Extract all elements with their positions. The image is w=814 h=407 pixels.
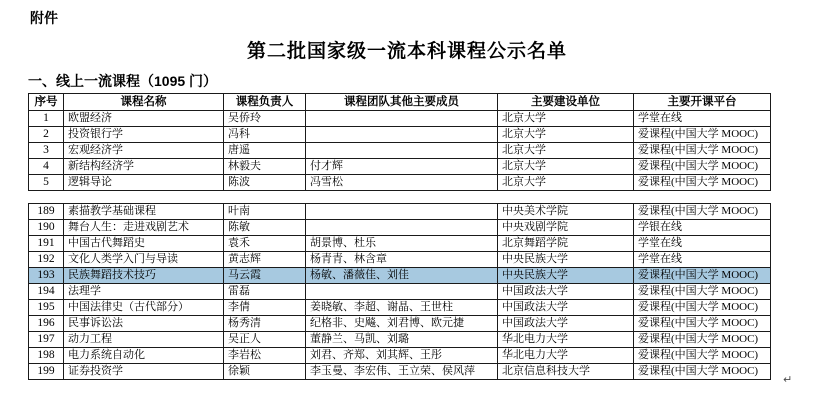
table-cell: 爱课程(中国大学 MOOC): [634, 284, 771, 300]
table-cell: 民族舞蹈技术技巧: [64, 268, 224, 284]
table-cell: 陈波: [224, 175, 306, 191]
table-cell: 欧盟经济: [64, 111, 224, 127]
table-cell: 逻辑导论: [64, 175, 224, 191]
table-header-row: [29, 94, 771, 111]
row-number-cell: 3: [29, 143, 64, 159]
table-cell: 中央美术学院: [498, 204, 634, 220]
table-cell: 证券投资学: [64, 364, 224, 380]
row-number-cell: 197: [29, 332, 64, 348]
table-cell: 爱课程(中国大学 MOOC): [634, 204, 771, 220]
table-cell: 中国法律史（古代部分）: [64, 300, 224, 316]
attachment-label: 附件: [30, 10, 58, 26]
table-cell: 华北电力大学: [498, 348, 634, 364]
table-cell: 动力工程: [64, 332, 224, 348]
page-title: 第二批国家级一流本科课程公示名单: [246, 41, 567, 62]
table-cell: 杨青青、林含章: [306, 252, 498, 268]
table-row: [29, 236, 771, 252]
table-cell: [306, 284, 498, 300]
table-cell: 北京舞蹈学院: [498, 236, 634, 252]
table-cell: 素描教学基础课程: [64, 204, 224, 220]
column-header-course-name: 课程名称: [64, 94, 224, 111]
table-row: [29, 284, 771, 300]
table-cell: 法理学: [64, 284, 224, 300]
table-cell: 胡景博、杜乐: [306, 236, 498, 252]
table-cell: 叶南: [224, 204, 306, 220]
table-row: [29, 268, 771, 284]
table-cell: 中国政法大学: [498, 300, 634, 316]
table-cell: 林毅夫: [224, 159, 306, 175]
paragraph-mark-icon: ↵: [783, 373, 793, 386]
table-cell: 爱课程(中国大学 MOOC): [634, 159, 771, 175]
table-cell: 雷磊: [224, 284, 306, 300]
table-row: [29, 143, 771, 159]
table-cell: 爱课程(中国大学 MOOC): [634, 364, 771, 380]
table-cell: [306, 143, 498, 159]
table-cell: 北京大学: [498, 111, 634, 127]
column-header-institution: 主要建设单位: [498, 94, 634, 111]
table-cell: 杨秀清: [224, 316, 306, 332]
table-cell: 华北电力大学: [498, 332, 634, 348]
table-row: [29, 127, 771, 143]
row-number-cell: 189: [29, 204, 64, 220]
table-cell: 陈敏: [224, 220, 306, 236]
courses-table-bottom: [28, 203, 771, 380]
row-number-cell: 198: [29, 348, 64, 364]
table-cell: 徐颖: [224, 364, 306, 380]
table-cell: 吴侨玲: [224, 111, 306, 127]
row-number-cell: 5: [29, 175, 64, 191]
table-cell: 北京大学: [498, 159, 634, 175]
table-cell: 民事诉讼法: [64, 316, 224, 332]
table-cell: 姜晓敏、李超、谢晶、王世柱: [306, 300, 498, 316]
row-number-cell: 191: [29, 236, 64, 252]
table-row: [29, 300, 771, 316]
table-cell: 董静兰、马凯、刘璐: [306, 332, 498, 348]
table-cell: 北京大学: [498, 127, 634, 143]
table-cell: 刘君、齐郑、刘其辉、王彤: [306, 348, 498, 364]
table-row: [29, 175, 771, 191]
table-cell: 李玉曼、李宏伟、王立荣、侯风萍: [306, 364, 498, 380]
table-cell: 舞台人生：走进戏剧艺术: [64, 220, 224, 236]
table-cell: 杨敏、潘薇佳、刘佳: [306, 268, 498, 284]
table-cell: 李岩松: [224, 348, 306, 364]
table-cell: 中国政法大学: [498, 284, 634, 300]
table-row: [29, 332, 771, 348]
table-cell: 学堂在线: [634, 111, 771, 127]
table-cell: 中央戏剧学院: [498, 220, 634, 236]
row-number-cell: 194: [29, 284, 64, 300]
table-cell: 冯雪松: [306, 175, 498, 191]
row-number-cell: 193: [29, 268, 64, 284]
table-cell: 纪格非、史飚、刘君博、欧元捷: [306, 316, 498, 332]
table-cell: [306, 111, 498, 127]
table-cell: 爱课程(中国大学 MOOC): [634, 143, 771, 159]
table-row: [29, 220, 771, 236]
row-number-cell: 4: [29, 159, 64, 175]
table-cell: [306, 204, 498, 220]
table-cell: [306, 127, 498, 143]
table-cell: 袁禾: [224, 236, 306, 252]
row-number-cell: 1: [29, 111, 64, 127]
row-number-cell: 199: [29, 364, 64, 380]
table-cell: 中央民族大学: [498, 252, 634, 268]
table-row: [29, 159, 771, 175]
table-cell: 黄志辉: [224, 252, 306, 268]
column-header-seq: 序号: [29, 94, 64, 111]
table-cell: 中国政法大学: [498, 316, 634, 332]
table-cell: 爱课程(中国大学 MOOC): [634, 332, 771, 348]
table-cell: 宏观经济学: [64, 143, 224, 159]
table-cell: 爱课程(中国大学 MOOC): [634, 348, 771, 364]
table-cell: 投资银行学: [64, 127, 224, 143]
section-heading: 一、线上一流课程（1095 门）: [28, 73, 218, 89]
table-cell: 学银在线: [634, 220, 771, 236]
courses-table-top: [28, 93, 771, 191]
row-number-cell: 196: [29, 316, 64, 332]
row-number-cell: 190: [29, 220, 64, 236]
table-row: [29, 204, 771, 220]
row-number-cell: 195: [29, 300, 64, 316]
table-cell: 爱课程(中国大学 MOOC): [634, 268, 771, 284]
table-cell: 唐遥: [224, 143, 306, 159]
table-cell: 文化人类学入门与导读: [64, 252, 224, 268]
table-row: [29, 111, 771, 127]
table-cell: 新结构经济学: [64, 159, 224, 175]
table-cell: 付才辉: [306, 159, 498, 175]
table-cell: 爱课程(中国大学 MOOC): [634, 175, 771, 191]
table-cell: 爱课程(中国大学 MOOC): [634, 127, 771, 143]
table-cell: 马云霞: [224, 268, 306, 284]
table-row: [29, 348, 771, 364]
table-cell: 学堂在线: [634, 236, 771, 252]
table-cell: 中国古代舞蹈史: [64, 236, 224, 252]
column-header-platform: 主要开课平台: [634, 94, 771, 111]
table-cell: 北京大学: [498, 143, 634, 159]
table-cell: 李倩: [224, 300, 306, 316]
table-row: [29, 316, 771, 332]
table-cell: 中央民族大学: [498, 268, 634, 284]
table-cell: 北京信息科技大学: [498, 364, 634, 380]
table-row: [29, 252, 771, 268]
row-number-cell: 2: [29, 127, 64, 143]
table-cell: 学堂在线: [634, 252, 771, 268]
table-cell: [306, 220, 498, 236]
row-number-cell: 192: [29, 252, 64, 268]
table-cell: 爱课程(中国大学 MOOC): [634, 316, 771, 332]
column-header-team-members: 课程团队其他主要成员: [306, 94, 498, 111]
table-row: [29, 364, 771, 380]
table-cell: 电力系统自动化: [64, 348, 224, 364]
table-cell: 北京大学: [498, 175, 634, 191]
table-cell: 吴正人: [224, 332, 306, 348]
column-header-leader: 课程负责人: [224, 94, 306, 111]
table-cell: 冯科: [224, 127, 306, 143]
table-cell: 爱课程(中国大学 MOOC): [634, 300, 771, 316]
